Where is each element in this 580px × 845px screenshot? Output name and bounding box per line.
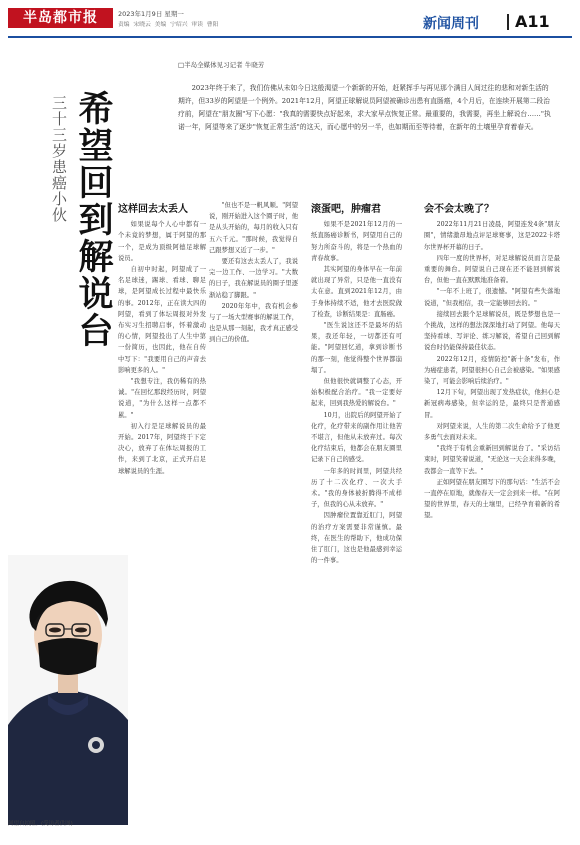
article-paragraph: 2022年12月，疫情防控"新十条"发布，作为癌症患者，阿望很担心自己会被感染。"如果感染了，可能会影响后续治疗。" — [424, 355, 560, 386]
section-title: 新闻周刊 — [423, 16, 479, 32]
publication-date: 2023年1月9日 星期一 — [118, 10, 184, 18]
article-paragraph: 自初中时起，阿望成了一名足球迷，踢球、看球、聊足球，是阿望成长过程中最快乐的事。2012年，正在读大四的阿望，看到了体坛周报对外发布实习生招聘启事，怀着激动的心情，阿望投出了人生中第一份简历，也因此，他在自传中写下："我要用自己的声音去影响更多的人。" — [118, 266, 206, 374]
portrait-illustration — [8, 555, 128, 825]
article-paragraph: "一年不上班了，很遗憾。"阿望有些失落地说道，"但我相信，我一定能够回去的。" — [424, 288, 560, 307]
article-column-2 — [209, 200, 298, 800]
editor-credits: 责编 宋晓云 美编 宁绍兴 审读 曹阳 — [118, 22, 219, 28]
article-paragraph: 四年一度的世界杯，对足球解说员而言是最重要的舞台。阿望说自己现在还不能回到解说台，但他一直在默默地准备着。 — [424, 254, 560, 285]
article-paragraph: 正如阿望在朋友圈写下的那句话："生活不会一直停在原地，就像春天一定会到来一样。"在阿望的世界里，春天的土壤里，已经孕育着新的希望。 — [424, 478, 560, 520]
header-rule — [8, 36, 572, 38]
article-paragraph: "我终于有机会重新回到解说台了。"采访结束时，阿望笑着说道，"无论这一天会来得多晚，我都会一直等下去。" — [424, 445, 560, 475]
article-paragraph: 10月，出院后的阿望开始了化疗，化疗带来的副作用让他苦不堪言，但他从未放弃过。每次化疗结束后，他都会在朋友圈里记录下自己的感受。 — [311, 411, 402, 464]
article-paragraph: 如果不是2021年12月的一纸直肠癌诊断书，阿望用自己的努力所奋斗的，将是一个热血的青春故事。 — [311, 221, 402, 262]
article-paragraph: 如果说每个人心中都有一个未竟的梦想，属于阿望的那一个，是成为顶级阿德足球解说员。 — [118, 221, 206, 262]
article-paragraph: 对阿望来说，人生的第二次生命给予了他更多勇气去面对未来。 — [424, 422, 560, 442]
subheadline: 三十三岁患癌小伙 — [50, 95, 68, 223]
article-paragraph: "我想专注，我仍稀有的热诚。"在回忆那段经历时，阿望说道，"为什么这样一点都不累。" — [118, 378, 206, 419]
headline: 希望回到解说台 — [73, 90, 113, 349]
page-header — [0, 0, 580, 48]
page-number: A11 — [515, 12, 550, 31]
article-byline: □半岛全媒体见习记者 牛晓芳 — [178, 61, 265, 69]
article-lead: 2023年终于来了，我们仿佛从未如今日这般渴望一个新新的开始，赶紧挥手与再见那个满目人间过往的悲和对新生活的期许，但33岁的阿望是一个例外。2021年12月，阿望正球解说员阿望被确诊出患有直肠癌，4个月后，在连续开展第二段治疗前，阿望在"朋友圈"写下心愿："我真的需要快点好起来，求大家早点恢复正常。最重要的，我需要，再坐上解说台……"执诺一年，阿望等来了逐步"恢复正常生活"的这天，而心愿中的另一半，也如期而至等待着，在新年的土壤里孕育着春天。 — [178, 84, 551, 131]
article-paragraph: 一年多的时间里，阿望共经历了十二次化疗、一次大手术。"我的身体被折腾得不成样子，但我的心从未放弃。" — [311, 467, 402, 509]
article-column-4 — [424, 200, 560, 825]
article-paragraph: "但也不是一帆风顺。"阿望说，刚开始进入这个圈子时，他是从头开始的，每月的收入只有五六千元。"那时候，我觉得自己跟梦想又近了一步。" — [209, 202, 298, 254]
section-heading: 滚蛋吧，肿瘤君 — [311, 204, 381, 215]
page-divider — [507, 14, 509, 30]
article-paragraph: 要还有这去太丢人了，我说完一边工作、一边学习。"大数的日子，我在解说员的圈子里逐渐站稳了脚跟。" — [209, 258, 298, 299]
article-paragraph: 因肿瘤位置靠近肛门，阿望的治疗方案需要非常谨慎。最终，在医生的帮助下，他成功保住了肛门，这也是他最感到幸运的一件事。 — [311, 512, 402, 565]
newspaper-masthead: 半岛都市报 — [8, 8, 113, 28]
section-heading: 会不会太晚了？ — [424, 204, 494, 215]
photo-caption: 阿望自拍照。(受访者供图) — [8, 821, 73, 827]
article-paragraph: 初入行是足球解说员的最开始。2017年，阿望终于下定决心，放弃了在体坛周报的工作，来到了北京，正式开启足球解说员的生涯。 — [118, 422, 206, 475]
article-paragraph: 但他很快就调整了心态，开始积极配合治疗。"我一定要好起来，回到我热爱的解说台。" — [311, 378, 402, 408]
portrait-photo — [8, 555, 128, 825]
article-paragraph: 接续回去跟个足球解说员，既是梦想也是一个挑战，这样的想法深深地打动了阿望。他每天坚持看球、写评论、练习解说，希望自己回到解说台时仍能保持最佳状态。 — [424, 310, 560, 352]
article-paragraph: "医生说这还不是最坏的结果，我还年轻，一切都还有可能。"阿望回忆道，拿到诊断书的那一刻，他觉得整个世界都崩塌了。 — [311, 322, 402, 374]
article-column-1 — [118, 200, 206, 785]
article-paragraph: 2020年年中，我有机会参与了一场大型赛事的解说工作，也是从那一刻起，我才真正感受到自己的价值。 — [209, 302, 298, 344]
article-paragraph: 2022年11月21日凌晨，阿望连发4条"朋友圈"，情绪激昂地点评足球赛事，这是2022卡塔尔世界杯开幕的日子。 — [424, 221, 560, 251]
article-paragraph: 其实阿望的身体早在一年前就出现了异常，只是他一直没有太在意。直到2021年12月，由于身体持续不适，他才去医院做了检查，诊断结果是：直肠癌。 — [311, 266, 402, 318]
article-column-3 — [311, 200, 402, 825]
section-heading: 这样回去太丢人 — [118, 204, 188, 215]
article-paragraph: 12月下旬，阿望出现了发热症状，他担心是新冠病毒感染，但幸运的是，最终只是普通感冒。 — [424, 389, 560, 419]
